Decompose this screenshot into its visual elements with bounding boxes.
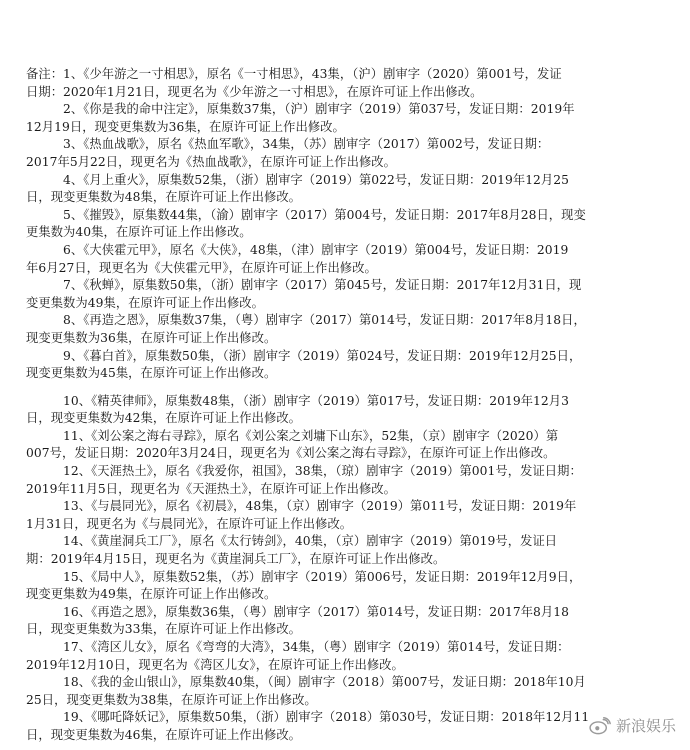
note-entry [26, 709, 674, 744]
note-entry [26, 674, 674, 709]
note-line-2: 12月19日，现变更集数为36集，在原许可证上作出修改。 [26, 119, 345, 134]
note-entry [26, 393, 674, 428]
note-line-1: 2、《你是我的命中注定》，原集数37集，（沪）剧审字（2019）第037号，发证日期：2019年 [63, 102, 575, 117]
note-entry [26, 569, 674, 604]
note-line-1: 11、《刘公案之海右寻踪》，原名《刘公案之刘墉下山东》，52集，（京）剧审字（2020）第 [63, 428, 559, 443]
note-entry [26, 348, 674, 383]
note-line-2: 日期：2020年1月21日，现更名为《少年游之一寸相思》，在原许可证上作出修改。 [26, 84, 483, 99]
note-line-1: 10、《精英律师》，原集数48集，（浙）剧审字（2019）第017号，发证日期：2019年12月3 [63, 393, 570, 408]
note-entry [26, 463, 674, 498]
note-line-1: 6、《大侠霍元甲》，原名《大侠》，48集，（津）剧审字（2019）第004号，发证日期：2019 [63, 242, 569, 257]
note-line-2: 2017年5月22日，现更名为《热血战歌》，在原许可证上作出修改。 [26, 154, 396, 169]
weibo-logo-icon [589, 717, 611, 735]
note-line-1: 19、《哪吒降妖记》，原集数50集，（浙）剧审字（2018）第030号，发证日期：2018年12月11 [63, 710, 590, 725]
note-entry [26, 207, 674, 242]
note-line-1: 17、《湾区儿女》，原名《弯弯的大湾》，34集，（粤）剧审字（2019）第014号，发证日期： [63, 640, 570, 654]
note-entry [26, 136, 674, 171]
note-line-2: 日，现变更集数为42集，在原许可证上作出修改。 [26, 411, 302, 426]
note-line-1: 16、《再造之恩》，原集数36集，（粤）剧审字（2017）第014号，发证日期：2017年8月18 [63, 604, 570, 619]
note-line-2: 日，现变更集数为33集，在原许可证上作出修改。 [26, 622, 302, 637]
note-line-1: 13、《与晨同光》，原名《初晨》，48集，（京）剧审字（2019）第011号，发证日期：2019年 [63, 499, 577, 514]
note-entry [26, 428, 674, 463]
watermark-text: 新浪娱乐 [615, 717, 676, 735]
note-line-2: 2019年12月10日，现更名为《湾区儿女》，在原许可证上作出修改。 [26, 657, 404, 672]
note-line-1: 3、《热血战歌》，原名《热血军歌》，34集，（苏）剧审字（2017）第002号，发证日期： [63, 137, 550, 152]
note-entry [26, 172, 674, 207]
note-entry [26, 242, 674, 277]
note-line-1: 8、《再造之恩》，原集数37集，（粤）剧审字（2017）第014号，发证日期：2017年8月18日， [63, 313, 586, 328]
note-line-2: 年6月27日，现更名为《大侠霍元甲》，在原许可证上作出修改。 [26, 260, 377, 275]
note-entry [26, 101, 674, 136]
note-entry [26, 604, 674, 639]
note-line-1: 备注：1、《少年游之一寸相思》，原名《一寸相思》，43集，（沪）剧审字（2020）第001号，发证 [26, 67, 562, 81]
note-line-2: 更集数为40集，在原许可证上作出修改。 [26, 225, 252, 240]
note-line-2: 1月31日，现更名为《与晨同光》，在原许可证上作出修改。 [26, 516, 353, 531]
note-line-1: 7、《秋蝉》，原集数50集，（浙）剧审字（2017）第045号，发证日期：2017年12月31日，现 [63, 278, 582, 293]
note-entry [26, 498, 674, 533]
note-line-1: 18、《我的金山银山》，原集数40集，（闽）剧审字（2018）第007号，发证日期：2018年10月 [63, 675, 586, 690]
watermark [589, 715, 676, 736]
note-entry [26, 277, 674, 312]
note-line-2: 日，现变更集数为46集，在原许可证上作出修改。 [26, 727, 302, 742]
note-line-1: 14、《黄崖洞兵工厂》，原名《太行铸剑》，40集，（京）剧审字（2019）第019号，发证日 [63, 534, 558, 549]
note-line-2: 期：2019年4月15日，现更名为《黄崖洞兵工厂》，在原许可证上作出修改。 [26, 552, 446, 567]
note-line-1: 9、《暮白首》，原集数50集，（浙）剧审字（2019）第024号，发证日期：2019年12月25日， [63, 348, 582, 363]
note-entry [26, 312, 674, 347]
note-line-2: 日，现变更集数为48集，在原许可证上作出修改。 [26, 190, 302, 205]
note-line-1: 5、《摧毁》，原集数44集，（渝）剧审字（2017）第004号，发证日期：2017年8月28日，现变 [63, 207, 586, 222]
note-line-1: 12、《天涯热土》，原名《我爱你，祖国》，38集，（琼）剧审字（2019）第001号，发证日期： [63, 464, 582, 479]
note-line-2: 007号，发证日期：2020年3月24日，现更名为《刘公案之海右寻踪》，在原许可证上作出修改。 [26, 446, 556, 461]
note-line-2: 变更集数为49集，在原许可证上作出修改。 [26, 295, 264, 310]
note-entry [26, 639, 674, 674]
note-line-1: 4、《月上重火》，原集数52集，（浙）剧审字（2019）第022号，发证日期：2019年12月25 [63, 172, 570, 187]
note-line-2: 现变更集数为45集，在原许可证上作出修改。 [26, 366, 277, 381]
note-line-2: 现变更集数为36集，在原许可证上作出修改。 [26, 330, 277, 345]
notes-list [26, 66, 674, 745]
note-line-2: 2019年11月5日，现更名为《天涯热土》，在原许可证上作出修改。 [26, 481, 396, 496]
note-line-2: 25日，现变更集数为38集，在原许可证上作出修改。 [26, 692, 317, 707]
note-line-1: 15、《局中人》，原集数52集，（苏）剧审字（2019）第006号，发证日期：2019年12月9日， [63, 569, 582, 584]
note-entry [26, 66, 674, 101]
note-entry [26, 533, 674, 568]
note-line-2: 现变更集数为49集，在原许可证上作出修改。 [26, 587, 277, 602]
